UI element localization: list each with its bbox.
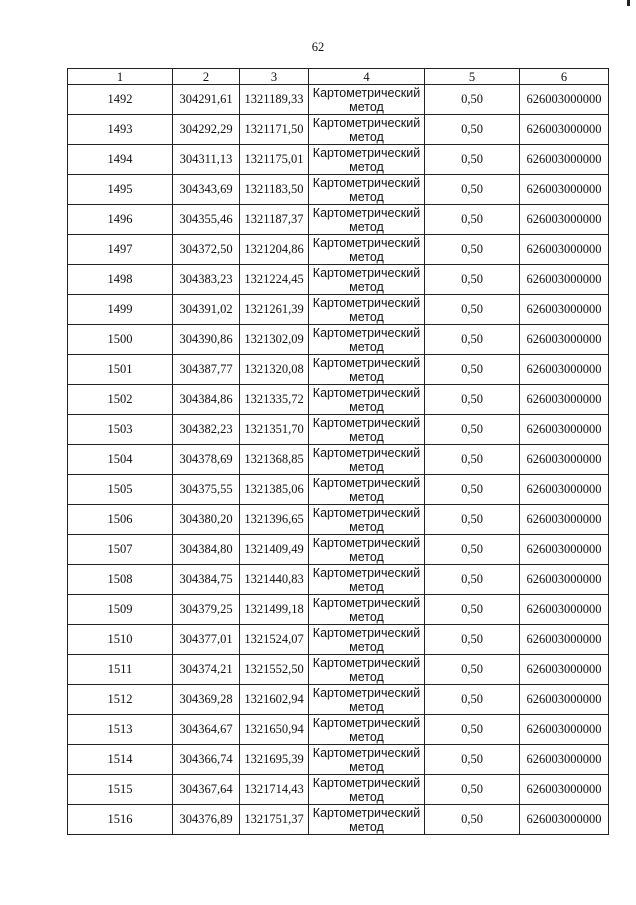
x-coordinate-cell: 304387,77 [173,355,240,385]
x-coordinate-cell: 304384,80 [173,535,240,565]
x-coordinate-cell: 304380,20 [173,505,240,535]
accuracy-cell: 0,50 [425,715,520,745]
y-coordinate-cell: 1321335,72 [240,385,309,415]
method-cell [309,145,425,175]
method-line-2: метод [349,579,384,594]
method-cell [309,85,425,115]
method-cell [309,265,425,295]
code-cell: 626003000000 [520,85,609,115]
point-number-cell: 1508 [68,565,173,595]
point-number-cell: 1497 [68,235,173,265]
method-line-1: Картометрический [312,415,421,430]
accuracy-cell: 0,50 [425,115,520,145]
table-row [68,475,609,505]
code-cell: 626003000000 [520,625,609,655]
method-line-1: Картометрический [312,505,421,520]
table-row [68,355,609,385]
accuracy-cell: 0,50 [425,625,520,655]
y-coordinate-cell: 1321499,18 [240,595,309,625]
accuracy-cell: 0,50 [425,805,520,835]
method-cell [309,595,425,625]
method-line-1: Картометрический [312,385,421,400]
table-row [68,445,609,475]
method-line-1: Картометрический [312,115,421,130]
point-number-cell: 1501 [68,355,173,385]
x-coordinate-cell: 304364,67 [173,715,240,745]
point-number-cell: 1495 [68,175,173,205]
y-coordinate-cell: 1321302,09 [240,325,309,355]
accuracy-cell: 0,50 [425,505,520,535]
table-row [68,175,609,205]
point-number-cell: 1494 [68,145,173,175]
table-row [68,235,609,265]
method-line-2: метод [349,729,384,744]
y-coordinate-cell: 1321409,49 [240,535,309,565]
accuracy-cell: 0,50 [425,85,520,115]
x-coordinate-cell: 304383,23 [173,265,240,295]
column-header: 2 [173,69,240,85]
corner-mark [627,0,630,6]
table-row [68,145,609,175]
accuracy-cell: 0,50 [425,415,520,445]
y-coordinate-cell: 1321552,50 [240,655,309,685]
method-line-2: метод [349,759,384,774]
method-cell [309,535,425,565]
method-cell [309,355,425,385]
point-number-cell: 1503 [68,415,173,445]
code-cell: 626003000000 [520,235,609,265]
table-row [68,505,609,535]
y-coordinate-cell: 1321385,06 [240,475,309,505]
method-line-1: Картометрический [312,445,421,460]
x-coordinate-cell: 304291,61 [173,85,240,115]
point-number-cell: 1502 [68,385,173,415]
point-number-cell: 1511 [68,655,173,685]
x-coordinate-cell: 304377,01 [173,625,240,655]
x-coordinate-cell: 304366,74 [173,745,240,775]
code-cell: 626003000000 [520,385,609,415]
method-cell [309,235,425,265]
code-cell: 626003000000 [520,265,609,295]
coordinates-table [67,68,609,835]
y-coordinate-cell: 1321261,39 [240,295,309,325]
y-coordinate-cell: 1321171,50 [240,115,309,145]
method-cell [309,205,425,235]
accuracy-cell: 0,50 [425,445,520,475]
method-line-2: метод [349,279,384,294]
y-coordinate-cell: 1321440,83 [240,565,309,595]
x-coordinate-cell: 304292,29 [173,115,240,145]
column-header: 5 [425,69,520,85]
method-cell [309,805,425,835]
table-row [68,325,609,355]
method-line-1: Картометрический [312,595,421,610]
method-line-1: Картометрический [312,745,421,760]
y-coordinate-cell: 1321396,65 [240,505,309,535]
column-header: 4 [309,69,425,85]
accuracy-cell: 0,50 [425,595,520,625]
point-number-cell: 1506 [68,505,173,535]
method-line-1: Картометрический [312,655,421,670]
table-row [68,685,609,715]
table-row [68,805,609,835]
method-line-1: Картометрический [312,295,421,310]
code-cell: 626003000000 [520,415,609,445]
y-coordinate-cell: 1321368,85 [240,445,309,475]
y-coordinate-cell: 1321524,07 [240,625,309,655]
code-cell: 626003000000 [520,535,609,565]
y-coordinate-cell: 1321183,50 [240,175,309,205]
method-cell [309,385,425,415]
code-cell: 626003000000 [520,805,609,835]
table-row [68,565,609,595]
method-line-2: метод [349,129,384,144]
point-number-cell: 1509 [68,595,173,625]
x-coordinate-cell: 304374,21 [173,655,240,685]
method-line-1: Картометрический [312,325,421,340]
table-header-row [68,69,609,85]
x-coordinate-cell: 304384,86 [173,385,240,415]
point-number-cell: 1498 [68,265,173,295]
accuracy-cell: 0,50 [425,265,520,295]
x-coordinate-cell: 304367,64 [173,775,240,805]
method-cell [309,325,425,355]
code-cell: 626003000000 [520,295,609,325]
y-coordinate-cell: 1321751,37 [240,805,309,835]
point-number-cell: 1492 [68,85,173,115]
y-coordinate-cell: 1321224,45 [240,265,309,295]
method-line-2: метод [349,669,384,684]
y-coordinate-cell: 1321351,70 [240,415,309,445]
method-line-2: метод [349,429,384,444]
y-coordinate-cell: 1321695,39 [240,745,309,775]
method-cell [309,625,425,655]
method-line-1: Картометрический [312,85,421,100]
method-cell [309,685,425,715]
table-row [68,535,609,565]
point-number-cell: 1493 [68,115,173,145]
code-cell: 626003000000 [520,175,609,205]
code-cell: 626003000000 [520,655,609,685]
table-row [68,745,609,775]
method-line-1: Картометрический [312,265,421,280]
method-line-2: метод [349,309,384,324]
method-line-1: Картометрический [312,565,421,580]
y-coordinate-cell: 1321204,86 [240,235,309,265]
method-cell [309,505,425,535]
table-row [68,115,609,145]
method-line-2: метод [349,489,384,504]
accuracy-cell: 0,50 [425,235,520,265]
method-line-1: Картометрический [312,685,421,700]
code-cell: 626003000000 [520,115,609,145]
y-coordinate-cell: 1321650,94 [240,715,309,745]
table-row [68,655,609,685]
method-line-2: метод [349,789,384,804]
method-line-1: Картометрический [312,145,421,160]
method-line-1: Картометрический [312,715,421,730]
x-coordinate-cell: 304343,69 [173,175,240,205]
table-row [68,295,609,325]
method-cell [309,775,425,805]
point-number-cell: 1515 [68,775,173,805]
method-line-1: Картометрический [312,625,421,640]
table-row [68,775,609,805]
method-line-2: метод [349,369,384,384]
table-row [68,265,609,295]
table-row [68,85,609,115]
point-number-cell: 1496 [68,205,173,235]
method-line-2: метод [349,519,384,534]
method-line-1: Картометрический [312,205,421,220]
method-line-1: Картометрический [312,535,421,550]
method-line-1: Картометрический [312,175,421,190]
method-line-2: метод [349,189,384,204]
code-cell: 626003000000 [520,565,609,595]
accuracy-cell: 0,50 [425,685,520,715]
accuracy-cell: 0,50 [425,355,520,385]
code-cell: 626003000000 [520,205,609,235]
point-number-cell: 1510 [68,625,173,655]
page-number: 62 [311,40,325,54]
x-coordinate-cell: 304369,28 [173,685,240,715]
method-line-2: метод [349,549,384,564]
code-cell: 626003000000 [520,475,609,505]
y-coordinate-cell: 1321714,43 [240,775,309,805]
accuracy-cell: 0,50 [425,175,520,205]
y-coordinate-cell: 1321602,94 [240,685,309,715]
point-number-cell: 1505 [68,475,173,505]
column-header: 6 [520,69,609,85]
method-cell [309,475,425,505]
table-row [68,625,609,655]
x-coordinate-cell: 304372,50 [173,235,240,265]
x-coordinate-cell: 304379,25 [173,595,240,625]
point-number-cell: 1514 [68,745,173,775]
method-line-2: метод [349,249,384,264]
x-coordinate-cell: 304355,46 [173,205,240,235]
method-line-1: Картометрический [312,355,421,370]
table-row [68,595,609,625]
point-number-cell: 1513 [68,715,173,745]
method-line-2: метод [349,819,384,834]
method-line-1: Картометрический [312,235,421,250]
accuracy-cell: 0,50 [425,565,520,595]
column-header: 3 [240,69,309,85]
method-cell [309,115,425,145]
table-row [68,415,609,445]
code-cell: 626003000000 [520,355,609,385]
point-number-cell: 1499 [68,295,173,325]
column-header: 1 [68,69,173,85]
method-line-2: метод [349,639,384,654]
accuracy-cell: 0,50 [425,205,520,235]
method-cell [309,565,425,595]
table-row [68,205,609,235]
method-line-2: метод [349,159,384,174]
point-number-cell: 1512 [68,685,173,715]
code-cell: 626003000000 [520,445,609,475]
code-cell: 626003000000 [520,505,609,535]
x-coordinate-cell: 304382,23 [173,415,240,445]
point-number-cell: 1500 [68,325,173,355]
code-cell: 626003000000 [520,685,609,715]
method-line-1: Картометрический [312,475,421,490]
code-cell: 626003000000 [520,325,609,355]
code-cell: 626003000000 [520,595,609,625]
method-cell [309,415,425,445]
code-cell: 626003000000 [520,745,609,775]
method-line-1: Картометрический [312,805,421,820]
x-coordinate-cell: 304391,02 [173,295,240,325]
method-cell [309,175,425,205]
method-cell [309,295,425,325]
accuracy-cell: 0,50 [425,475,520,505]
code-cell: 626003000000 [520,145,609,175]
accuracy-cell: 0,50 [425,775,520,805]
method-line-2: метод [349,399,384,414]
y-coordinate-cell: 1321320,08 [240,355,309,385]
method-line-2: метод [349,609,384,624]
method-line-2: метод [349,339,384,354]
y-coordinate-cell: 1321187,37 [240,205,309,235]
y-coordinate-cell: 1321175,01 [240,145,309,175]
accuracy-cell: 0,50 [425,325,520,355]
x-coordinate-cell: 304376,89 [173,805,240,835]
y-coordinate-cell: 1321189,33 [240,85,309,115]
table-row [68,385,609,415]
x-coordinate-cell: 304390,86 [173,325,240,355]
x-coordinate-cell: 304311,13 [173,145,240,175]
code-cell: 626003000000 [520,775,609,805]
accuracy-cell: 0,50 [425,655,520,685]
x-coordinate-cell: 304378,69 [173,445,240,475]
point-number-cell: 1516 [68,805,173,835]
x-coordinate-cell: 304375,55 [173,475,240,505]
x-coordinate-cell: 304384,75 [173,565,240,595]
method-cell [309,445,425,475]
method-line-2: метод [349,219,384,234]
method-line-2: метод [349,99,384,114]
accuracy-cell: 0,50 [425,145,520,175]
method-line-1: Картометрический [312,775,421,790]
point-number-cell: 1507 [68,535,173,565]
method-cell [309,745,425,775]
accuracy-cell: 0,50 [425,535,520,565]
point-number-cell: 1504 [68,445,173,475]
accuracy-cell: 0,50 [425,295,520,325]
accuracy-cell: 0,50 [425,745,520,775]
accuracy-cell: 0,50 [425,385,520,415]
method-line-2: метод [349,459,384,474]
method-line-2: метод [349,699,384,714]
method-cell [309,655,425,685]
code-cell: 626003000000 [520,715,609,745]
method-cell [309,715,425,745]
table-row [68,715,609,745]
